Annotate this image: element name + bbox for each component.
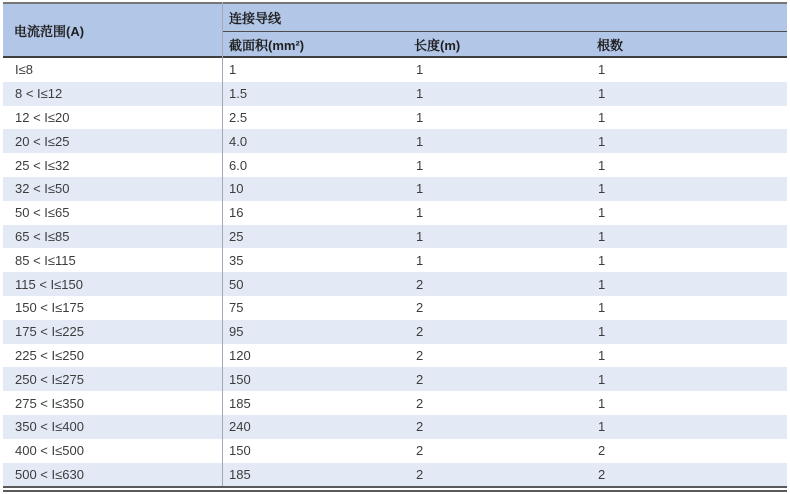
cell-cross-section: 75: [229, 300, 244, 316]
cell-current-range: 32 < I≤50: [15, 181, 70, 197]
cell-length: 2: [416, 300, 424, 316]
header-cross-section: 截面积(mm²): [229, 37, 305, 53]
cell-count: 1: [598, 109, 606, 125]
table-row: [3, 320, 787, 344]
table-row: [3, 344, 787, 368]
cell-current-range: 8 < I≤12: [15, 86, 63, 102]
cell-cross-section: 185: [229, 395, 251, 411]
table-header: [3, 4, 787, 56]
cell-length: 1: [416, 252, 424, 268]
cell-length: 2: [416, 395, 424, 411]
table-row: [3, 106, 787, 130]
cell-count: 1: [598, 276, 606, 292]
cell-cross-section: 150: [229, 443, 251, 459]
header-group-section: [222, 4, 787, 56]
table-row: [3, 248, 787, 272]
cell-cross-section: 240: [229, 419, 251, 435]
cell-length: 1: [416, 62, 424, 78]
cell-length: 1: [416, 86, 424, 102]
cell-count: 1: [598, 86, 606, 102]
cell-count: 1: [598, 371, 606, 387]
cell-current-range: 250 < I≤275: [15, 371, 84, 387]
table-row: [3, 463, 787, 487]
cell-length: 1: [416, 181, 424, 197]
cell-count: 1: [598, 347, 606, 363]
cell-cross-section: 2.5: [229, 109, 248, 125]
column-divider: [222, 2, 223, 486]
table-row: [3, 201, 787, 225]
cell-count: 1: [598, 157, 606, 173]
cell-cross-section: 95: [229, 324, 244, 340]
cell-current-range: 25 < I≤32: [15, 157, 70, 173]
cell-length: 2: [416, 324, 424, 340]
cell-length: 2: [416, 466, 424, 482]
cell-cross-section: 6.0: [229, 157, 248, 173]
table-row: [3, 367, 787, 391]
cell-length: 1: [416, 133, 424, 149]
cell-cross-section: 16: [229, 205, 244, 221]
table-row: [3, 391, 787, 415]
table-row: [3, 296, 787, 320]
cell-current-range: 350 < I≤400: [15, 419, 84, 435]
header-sub-row: [222, 32, 787, 56]
header-current-range: 电流范围(A): [14, 23, 85, 39]
cell-length: 1: [416, 228, 424, 244]
table-row: [3, 129, 787, 153]
cell-current-range: 225 < I≤250: [15, 347, 84, 363]
cell-count: 1: [598, 62, 606, 78]
cell-count: 2: [598, 443, 606, 459]
cell-count: 1: [598, 395, 606, 411]
cell-length: 1: [416, 109, 424, 125]
cell-current-range: 150 < I≤175: [15, 300, 84, 316]
cell-cross-section: 10: [229, 181, 244, 197]
cell-cross-section: 4.0: [229, 133, 248, 149]
table-row: [3, 82, 787, 106]
cell-current-range: 115 < I≤150: [15, 276, 83, 292]
cell-cross-section: 150: [229, 371, 251, 387]
cell-current-range: 20 < I≤25: [15, 133, 70, 149]
cell-count: 1: [598, 205, 606, 221]
table-body: [3, 58, 787, 486]
cell-current-range: 85 < I≤115: [15, 252, 76, 268]
cell-current-range: 65 < I≤85: [15, 228, 70, 244]
cell-current-range: 500 < I≤630: [15, 466, 84, 482]
cell-length: 2: [416, 443, 424, 459]
conductor-spec-table: [3, 2, 787, 492]
cell-current-range: 275 < I≤350: [15, 395, 84, 411]
cell-cross-section: 25: [229, 228, 244, 244]
cell-length: 2: [416, 419, 424, 435]
cell-count: 1: [598, 181, 606, 197]
table-row: [3, 272, 787, 296]
table-row: [3, 177, 787, 201]
cell-count: 2: [598, 466, 606, 482]
cell-cross-section: 35: [229, 252, 244, 268]
cell-count: 1: [598, 228, 606, 244]
cell-current-range: 50 < I≤65: [15, 205, 70, 221]
cell-count: 1: [598, 133, 606, 149]
cell-count: 1: [598, 300, 606, 316]
header-connecting-wire-group: 连接导线: [222, 4, 787, 32]
table-bottom-double-border: [3, 486, 787, 492]
cell-current-range: 175 < I≤225: [15, 324, 84, 340]
table-row: [3, 225, 787, 249]
cell-cross-section: 120: [229, 347, 251, 363]
cell-length: 2: [416, 276, 424, 292]
cell-current-range: 400 < I≤500: [15, 443, 84, 459]
cell-length: 2: [416, 371, 424, 387]
cell-count: 1: [598, 324, 606, 340]
cell-cross-section: 185: [229, 466, 251, 482]
cell-current-range: 12 < I≤20: [15, 109, 70, 125]
table-row: [3, 439, 787, 463]
table-row: [3, 415, 787, 439]
cell-length: 1: [416, 205, 424, 221]
header-length: 长度(m): [414, 37, 461, 53]
cell-count: 1: [598, 252, 606, 268]
cell-cross-section: 50: [229, 276, 244, 292]
header-count: 根数: [597, 37, 624, 53]
cell-cross-section: 1: [229, 62, 237, 78]
cell-cross-section: 1.5: [229, 86, 248, 102]
cell-length: 1: [416, 157, 424, 173]
cell-count: 1: [598, 419, 606, 435]
cell-current-range: I≤8: [15, 62, 33, 78]
table-row: [3, 58, 787, 82]
cell-length: 2: [416, 347, 424, 363]
table-row: [3, 153, 787, 177]
